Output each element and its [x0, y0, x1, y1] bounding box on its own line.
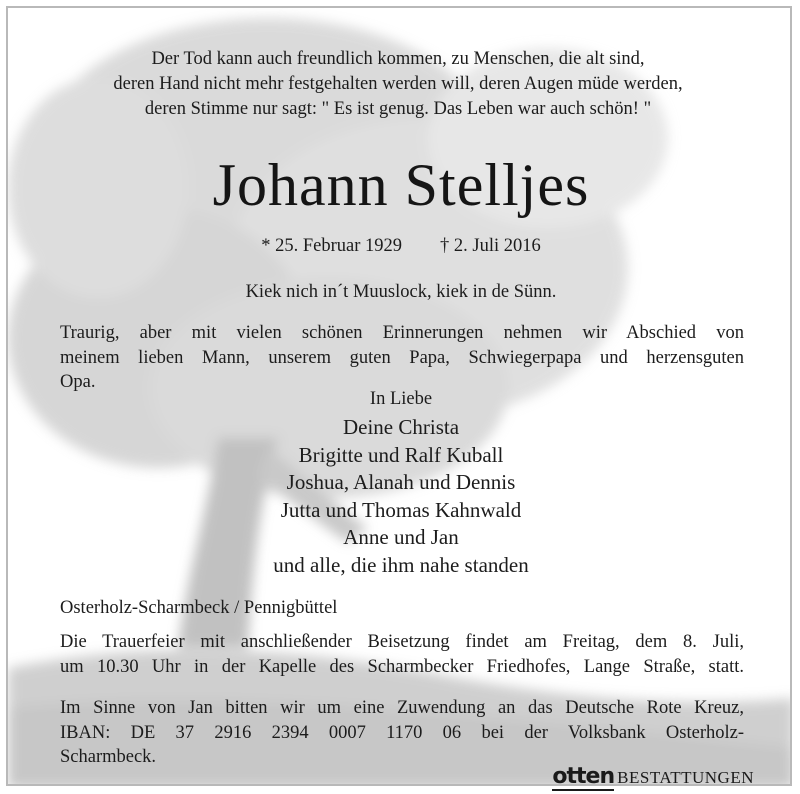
family-member: Brigitte und Ralf Kuball — [298, 442, 504, 467]
family-list — [8, 414, 792, 580]
logo-brand: otten — [552, 764, 615, 789]
paragraph-line: Im Sinne von Jan bitten wir um eine Zuwendung an das Deutsche Rote Kreuz, — [60, 698, 744, 718]
paragraph-line: Traurig, aber mit vielen schönen Erinnerungen nehmen wir Abschied von — [60, 323, 744, 343]
family-member: Deine Christa — [342, 415, 460, 439]
service-paragraph — [60, 630, 744, 679]
paragraph-line: Die Trauerfeier mit anschließender Beisetzung findet am Freitag, dem 8. Juli, — [60, 632, 744, 652]
birth-date: * 25. Februar 1929 — [261, 236, 403, 256]
paragraph-line: Opa. — [60, 372, 96, 392]
motto: Kiek nich in´t Muuslock, kiek in de Sünn. — [245, 282, 557, 302]
poem-block — [48, 47, 748, 122]
notice-frame — [6, 6, 792, 786]
in-love-heading: In Liebe — [369, 389, 433, 409]
place-line: Osterholz-Scharmbeck / Pennigbüttel — [60, 598, 338, 618]
family-member: und alle, die ihm nahe standen — [273, 552, 529, 577]
poem-line: Der Tod kann auch freundlich kommen, zu Menschen, die alt sind, — [151, 49, 645, 69]
paragraph-line: meinem lieben Mann, unserem guten Papa, Schwiegerpapa und herzensguten — [60, 347, 744, 368]
paragraph-line: Scharmbeck. — [60, 747, 157, 767]
funeral-home-logo — [552, 766, 754, 790]
farewell-paragraph — [60, 321, 744, 395]
death-date: † 2. Juli 2016 — [440, 236, 541, 256]
poem-line: deren Hand nicht mehr festgehalten werden will, deren Augen müde werden, — [113, 74, 683, 94]
logo-word: BESTATTUNGEN — [617, 768, 754, 787]
paragraph-line: IBAN: DE 37 2916 2394 0007 1170 06 bei der Volksbank Osterholz- — [60, 722, 744, 743]
life-dates — [8, 235, 792, 257]
family-member: Joshua, Alanah und Dennis — [286, 470, 516, 495]
deceased-name: Johann Stelljes — [212, 152, 590, 218]
donation-paragraph — [60, 696, 744, 770]
family-member: Jutta und Thomas Kahnwald — [280, 497, 522, 522]
family-member: Anne und Jan — [343, 525, 459, 550]
paragraph-line: um 10.30 Uhr in der Kapelle des Scharmbecker Friedhofes, Lange Straße, statt. — [60, 656, 744, 677]
poem-line: deren Stimme nur sagt: " Es ist genug. Das Leben war auch schön! " — [144, 99, 652, 119]
notice-content — [8, 8, 792, 786]
